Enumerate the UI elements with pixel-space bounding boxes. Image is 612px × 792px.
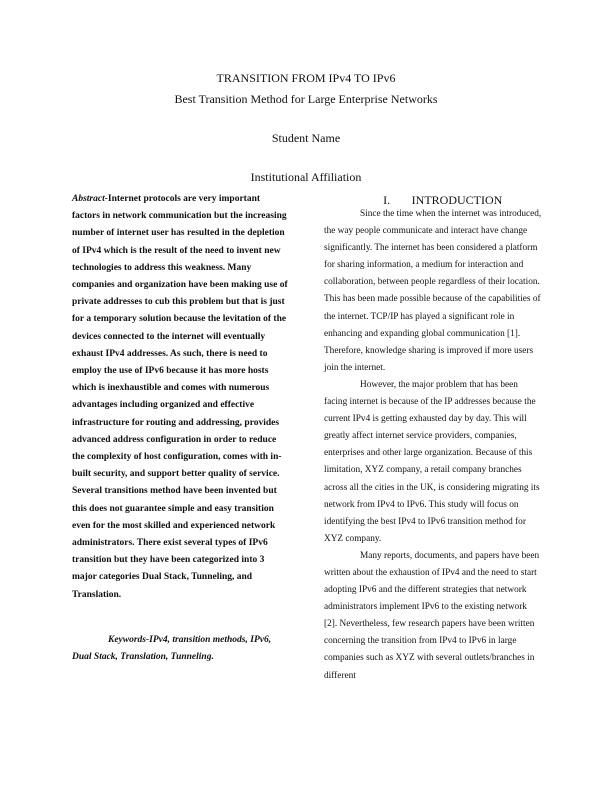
keywords: Keywords-IPv4, transition methods, IPv6, Dual Stack, Translation, Tunneling. [72, 635, 272, 663]
abstract-label: Abstract- [72, 194, 108, 204]
author-name: Student Name [271, 131, 341, 145]
introduction-body [324, 206, 542, 685]
paper-title: TRANSITION FROM IPv4 TO IPv6 [216, 71, 396, 85]
abstract-text: Internet protocols are very important factors in network communication but the increasing number of internet user has resulted in the depletion of IPv4 which is the result of the need to invent new technologies to address this weakness. Many companies and organization have been making use of private addresses to cub this problem but that is just for a temporary solution because the levitation of the devices connected to the internet will eventually exhaust IPv4 addresses. As such, there is need to employ the use of IPv6 because it has more hosts which is inexhaustible and comes with numerous advantages including organized and effective infrastructure for routing and addressing, provides advanced address configuration in order to reduce the complexity of host configuration, comes with in-built security, and support better quality of service. Several transitions method have been invented but this does not guarantee simple and easy transition even for the most skilled and experienced network administrators. There exist several types of IPv6 transition but they have been categorized into 3 major categories Dual Stack, Tunneling, and Translation. [72, 194, 288, 600]
paragraph: Many reports, documents, and papers have been written about the exhaustion of IPv4 and the need to start adopting IPv6 and the different strategies that network administrators implement IPv6 to the existing network [2]. Nevertheless, few research papers have been written concerning the transition from IPv4 to IPv6 in large companies such as XYZ with several outlets/branches in different [324, 550, 540, 681]
section-number: I. [383, 193, 391, 207]
paper-subtitle: Best Transition Method for Large Enterprise Networks [174, 92, 438, 106]
paragraph: Since the time when the internet was introduced, the way people communicate and interact have change significantly. The internet has been considered a platform for sharing information, a medium for interaction and collaboration, between people regardless of their location. This has been made possible because of the capabilities of the internet. TCP/IP has played a significant role in enhancing and expanding global communication [1]. Therefore, knowledge sharing is improved if more users join the internet. [324, 209, 542, 373]
abstract [72, 191, 288, 604]
author-affiliation: Institutional Affiliation [250, 170, 362, 184]
section-title: INTRODUCTION [411, 193, 503, 207]
paragraph: However, the major problem that has been facing internet is because of the IP addresses because the current IPv4 is getting exhausted day by day. This will greatly affect internet service providers, companies, enterprises and other large organization. Because of this limitation, XYZ company, a retail company branches across all the cities in the UK, is considering migrating its network from IPv4 to IPv6. This study will focus on identifying the best IPv4 to IPv6 transition method for XYZ company. [324, 379, 540, 544]
